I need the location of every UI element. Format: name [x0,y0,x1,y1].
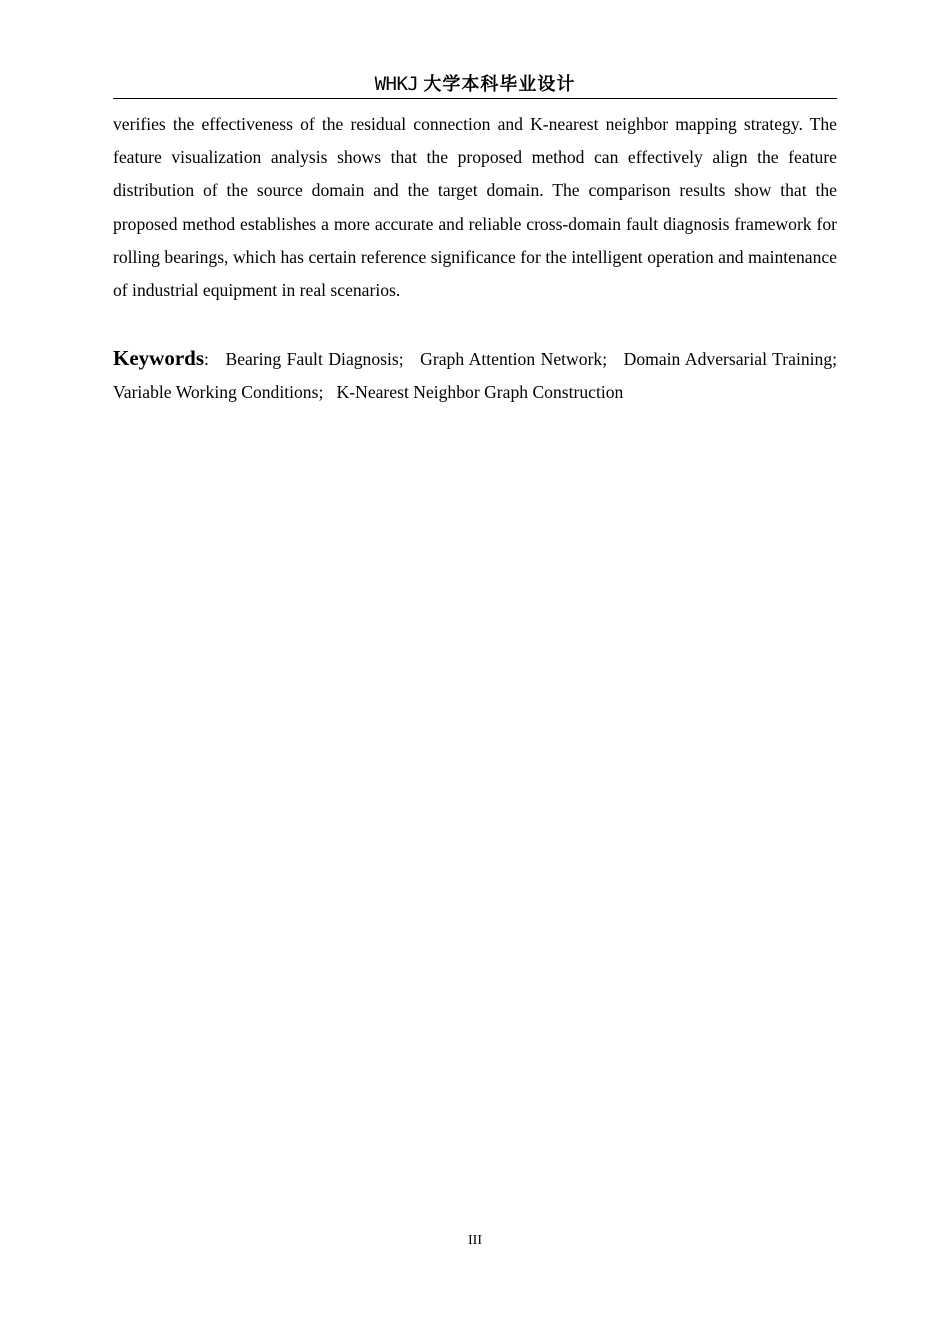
header-institution-code: WHKJ [374,73,419,95]
header-title: 大学本科毕业设计 [423,74,576,95]
abstract-paragraph: verifies the effectiveness of the residual connection and K-nearest neighbor mapping strategy. The feature visualization analysis shows that the proposed method can effectively align the feature distribution of the source domain and the target domain. The comparison results show that the proposed method establishes a more accurate and reliable cross-domain fault diagnosis framework for rolling bearings, which has certain reference significance for the intelligent operation and maintenance of industrial equipment in real scenarios. [113,114,837,301]
keywords-line [113,342,837,409]
page-header [113,70,837,99]
keyword-item: Variable Working Conditions; [113,382,324,403]
page-number: III [468,1233,482,1248]
keyword-item: Graph Attention Network; [420,349,608,369]
keyword-item: Domain Adversarial Training; [623,349,838,369]
keyword-item: Bearing Fault Diagnosis; [225,349,404,369]
keyword-item: K-Nearest Neighbor Graph Construction [336,382,624,403]
keywords-label: Keywords [113,346,204,370]
keywords-colon: : [204,349,209,369]
